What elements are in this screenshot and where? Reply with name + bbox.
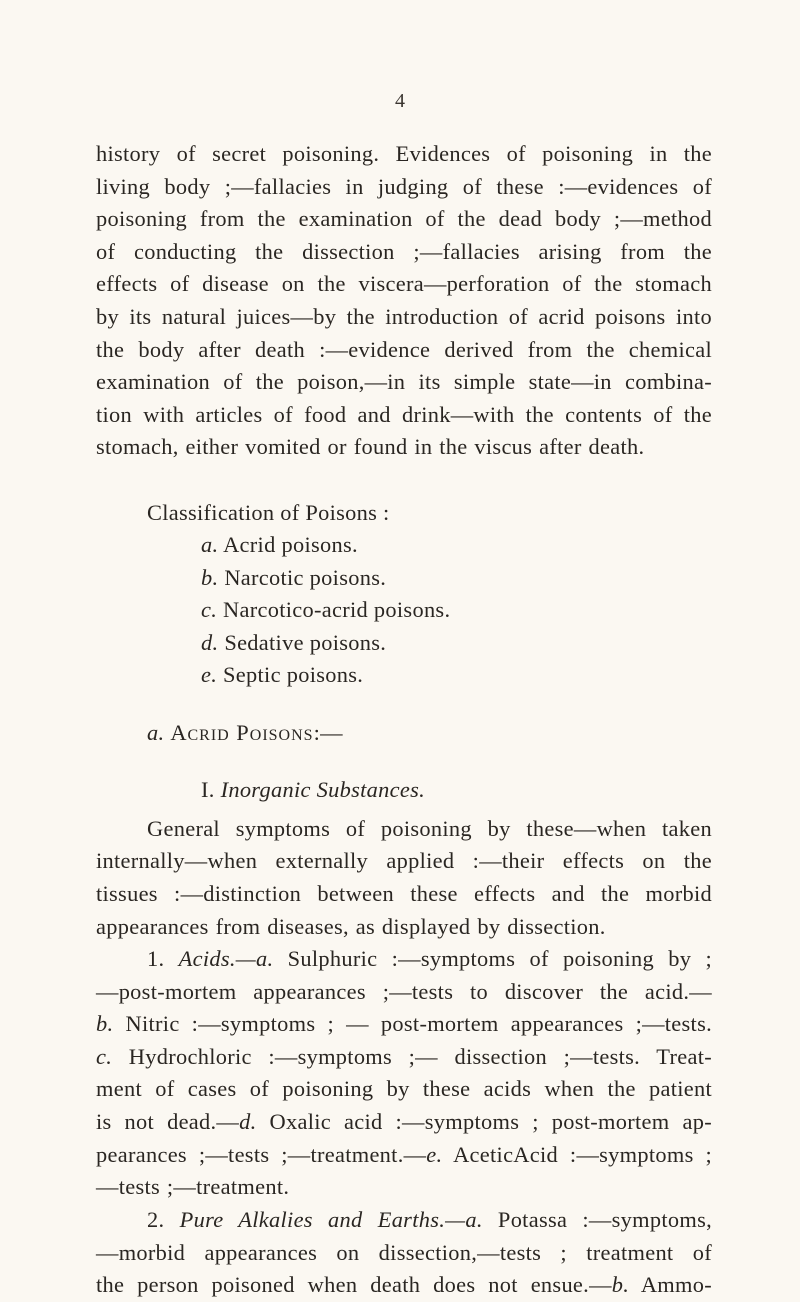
text-line: General symptoms of poisoning by these—when taken — [147, 816, 712, 841]
list-text: Narcotic poisons. — [224, 565, 387, 590]
list-letter: b. — [201, 565, 219, 590]
list-letter: d. — [201, 630, 219, 655]
subsection-heading — [201, 774, 425, 807]
text-line: tion with articles of food and drink—with the contents of the — [96, 402, 712, 427]
text-line: internally—when externally applied :—their effects on the — [96, 848, 712, 873]
italic-text: b. — [96, 1011, 114, 1037]
list-text: Sedative poisons. — [224, 630, 387, 655]
text-line — [147, 943, 712, 976]
text-run: Sulphuric :—symptoms of poisoning by ; — [273, 946, 712, 971]
list-text: Acrid poisons. — [223, 532, 358, 557]
italic-text: d. — [239, 1109, 257, 1134]
text-line: effects of disease on the viscera—perforation of the stomach — [96, 271, 712, 296]
section-suffix: :— — [313, 720, 343, 745]
text-run: ment of cases of poisoning by these acids when the patient — [96, 1076, 712, 1102]
classification-heading: Classification of Poisons : — [147, 500, 390, 525]
text-line: appearances from diseases, as displayed by dissection. — [96, 914, 606, 939]
text-run: the person poisoned when death does not ensue.— — [96, 1272, 612, 1298]
text-line: tissues :—distinction between these effects and the morbid — [96, 881, 712, 906]
italic-text: b. — [611, 1272, 630, 1298]
italic-text: c. — [96, 1043, 113, 1069]
subsection-number: I. — [201, 777, 215, 802]
text-line — [96, 1237, 712, 1270]
text-run: 1. — [147, 946, 179, 971]
section-heading — [147, 717, 343, 750]
text-line — [96, 1171, 712, 1204]
text-run: Oxalic acid :—symptoms ; post-mortem ap- — [256, 1109, 712, 1134]
list-item — [201, 529, 358, 562]
list-item — [201, 627, 386, 660]
text-run: AceticAcid :—symptoms ; — [442, 1141, 713, 1167]
text-run: —post-mortem appearances ;—tests to discover the acid.— — [96, 978, 712, 1004]
list-item — [201, 562, 386, 595]
text-line — [96, 1041, 712, 1074]
text-run: is not dead.— — [96, 1109, 240, 1134]
subsection-title: Inorganic Substances. — [220, 777, 426, 802]
list-letter: e. — [201, 662, 218, 687]
text-line: poisoning from the examination of the dead body ;—method — [96, 206, 712, 231]
list-item — [201, 659, 363, 692]
text-line — [96, 1073, 712, 1106]
text-run: Nitric :—symptoms ; — post-mortem appearances ;—tests. — [113, 1011, 712, 1037]
section-title: Acrid Poisons — [170, 720, 314, 745]
text-line: examination of the poison,—in its simple state—in combina- — [96, 369, 712, 394]
text-line: of conducting the dissection ;—fallacies arising from the — [96, 239, 712, 264]
list-letter: c. — [201, 597, 218, 622]
text-run: Hydrochloric :—symptoms ;— dissection ;—tests. Treat- — [112, 1043, 712, 1069]
text-line — [96, 1008, 712, 1041]
text-line — [96, 1106, 712, 1139]
italic-text: Pure Alkalies and Earths.—a. — [179, 1207, 483, 1232]
italic-text: e. — [426, 1141, 443, 1167]
text-line — [96, 976, 712, 1009]
text-run: Potassa :—symptoms, — [482, 1207, 712, 1232]
text-line: living body ;—fallacies in judging of these :—evidences of — [96, 174, 712, 199]
italic-text: Acids.—a. — [178, 946, 274, 971]
text-line: history of secret poisoning. Evidences of poisoning in the — [96, 141, 712, 166]
text-run: pearances ;—tests ;—treatment.— — [96, 1141, 427, 1167]
text-run: 2. — [147, 1207, 180, 1232]
list-text: Narcotico-acrid poisons. — [223, 597, 451, 622]
list-item — [201, 594, 450, 627]
text-run: —morbid appearances on dissection,—tests ; treatment of — [96, 1239, 712, 1265]
text-line — [147, 1204, 712, 1237]
text-line: stomach, either vomited or found in the viscus after death. — [96, 434, 645, 459]
list-letter: a. — [201, 532, 219, 557]
list-text: Septic poisons. — [223, 662, 364, 687]
text-line — [96, 1139, 712, 1172]
text-line: the body after death :—evidence derived from the chemical — [96, 337, 712, 362]
text-run: —tests ;—treatment. — [96, 1174, 290, 1200]
page-number: 4 — [395, 90, 405, 112]
text-line: by its natural juices—by the introduction of acrid poisons into — [96, 304, 712, 329]
text-run: Ammo- — [629, 1272, 712, 1298]
section-letter: a. — [147, 720, 165, 745]
text-line — [96, 1269, 712, 1302]
